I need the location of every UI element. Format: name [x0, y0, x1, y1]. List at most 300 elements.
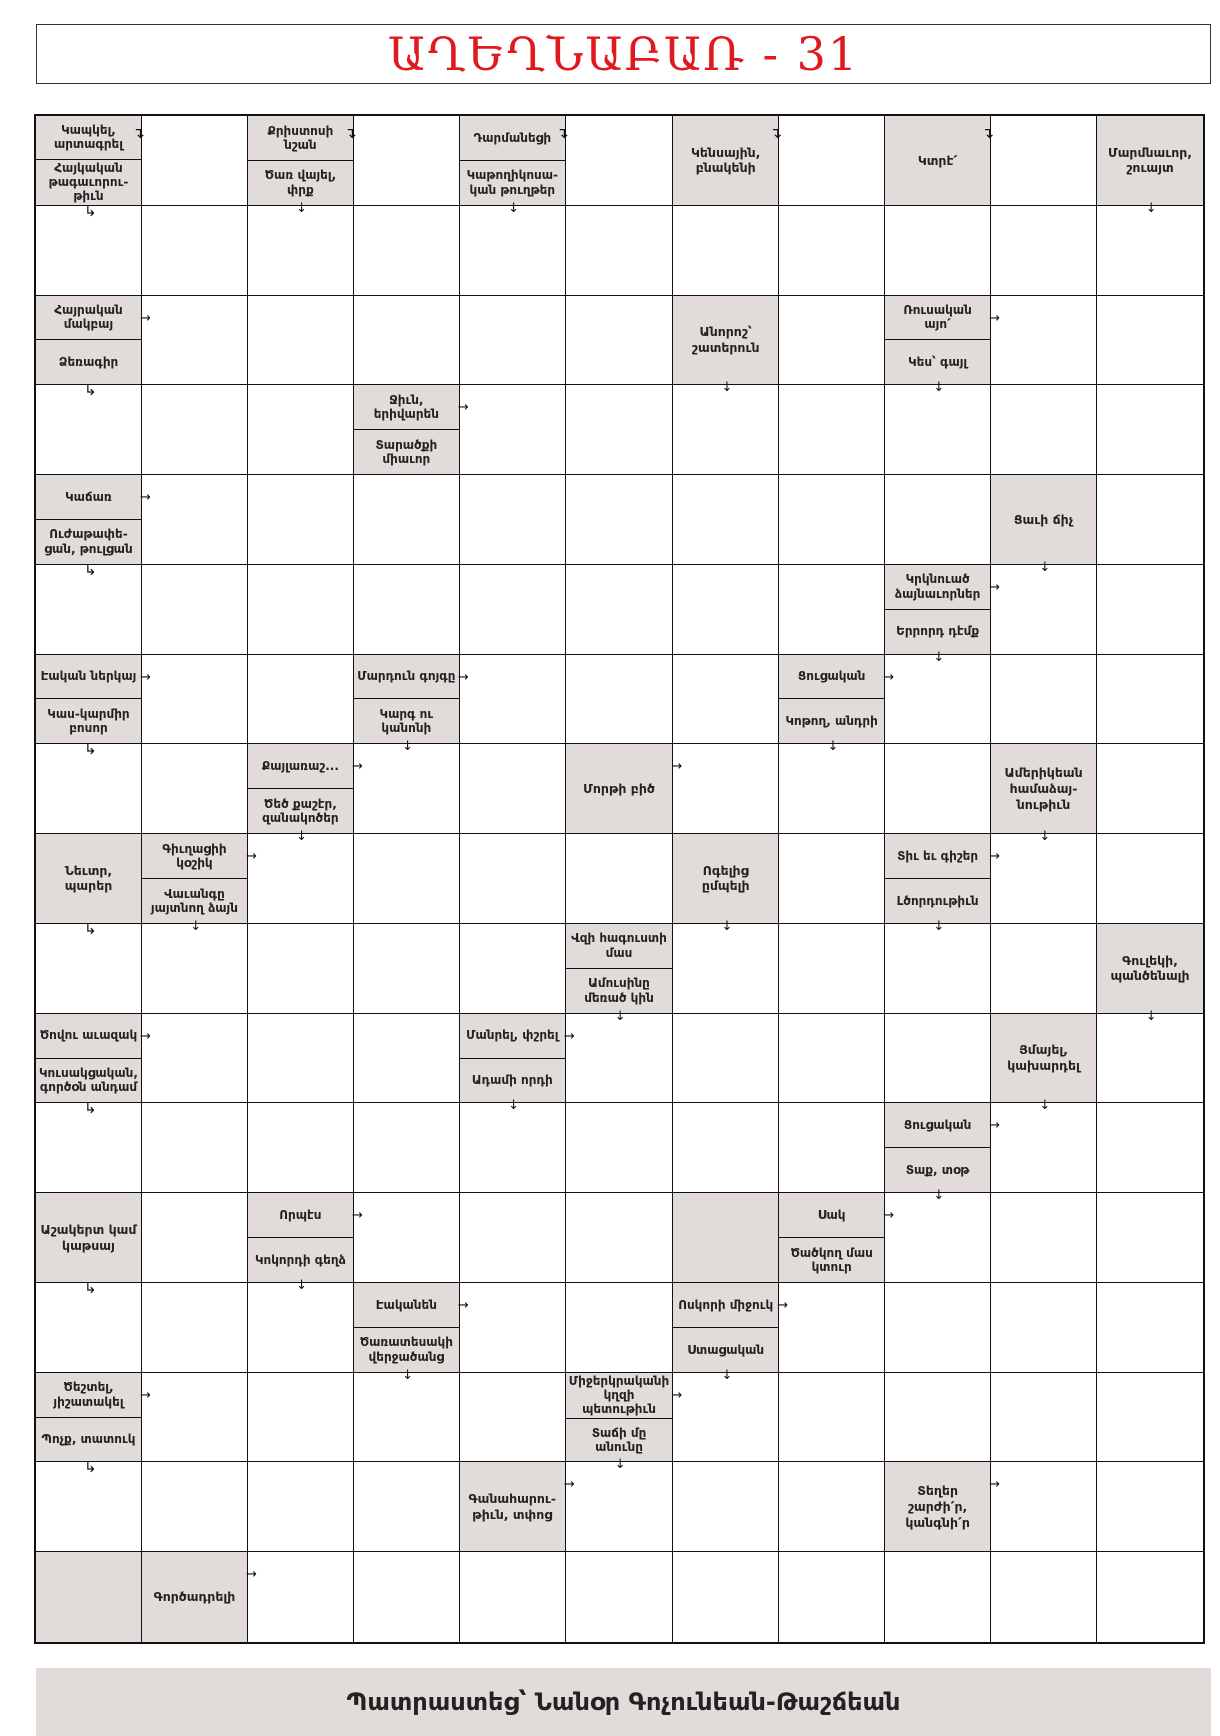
credit-text: Պատրաստեց՝ Նանօր Գոչունեան-Թաշճեան	[346, 1688, 901, 1716]
answer-cell[interactable]	[563, 1462, 673, 1552]
answer-cell[interactable]	[779, 1462, 885, 1552]
answer-cell[interactable]	[885, 385, 991, 475]
answer-cell[interactable]	[248, 1283, 354, 1373]
clue-text: Աշակերտ կամ կաթսայ	[40, 1221, 137, 1253]
clue-text-top: Սակ	[779, 1193, 884, 1238]
clue-cell	[36, 655, 151, 759]
answer-cell[interactable]	[779, 116, 885, 206]
arrow-down-icon: ↓	[508, 1098, 519, 1114]
answer-cell[interactable]	[1097, 206, 1203, 296]
answer-cell[interactable]	[779, 565, 885, 655]
clue-text-top: Դարմանեցի	[460, 116, 565, 161]
answer-cell[interactable]	[991, 1193, 1097, 1283]
answer-cell[interactable]	[991, 1373, 1097, 1463]
answer-cell[interactable]	[248, 565, 354, 655]
answer-cell[interactable]	[885, 475, 991, 565]
answer-cell[interactable]	[991, 1462, 1097, 1552]
clue-text-bottom: Ամուսինը մեռած կին	[584, 976, 654, 1005]
answer-cell[interactable]	[885, 1193, 991, 1283]
answer-cell[interactable]	[248, 206, 354, 296]
clue-cell	[673, 834, 779, 934]
answer-cell[interactable]	[673, 206, 779, 296]
answer-cell[interactable]	[460, 565, 566, 655]
answer-cell[interactable]	[142, 475, 248, 565]
answer-cell[interactable]	[354, 1552, 460, 1642]
arrow-down-icon: ↓	[933, 918, 945, 934]
answer-cell[interactable]	[885, 924, 991, 1014]
clue-text-top: Մարդուն գոյգը	[354, 655, 459, 700]
clue-cell	[1097, 924, 1203, 1024]
clue-cell	[673, 1283, 789, 1383]
answer-cell[interactable]	[991, 834, 1097, 924]
answer-cell[interactable]	[779, 1283, 885, 1373]
clue-text-top: Կաճառ	[36, 475, 141, 520]
answer-cell[interactable]	[1097, 1552, 1203, 1642]
answer-cell[interactable]	[1097, 655, 1203, 745]
arrow-right-icon: →	[989, 579, 1001, 595]
clue-text-bottom: Պոչք, տատուկ	[41, 1432, 136, 1447]
answer-cell[interactable]	[566, 655, 673, 745]
clue-text-bottom: Կաս-կարմիր բոսոր	[47, 707, 130, 736]
answer-cell[interactable]	[460, 1552, 566, 1642]
arrow-down-icon: ↓	[296, 1277, 308, 1293]
arrow-down-icon: ↓	[1039, 829, 1051, 845]
arrow-right-then-down-icon: ↴	[344, 124, 357, 142]
answer-cell[interactable]	[991, 1103, 1097, 1193]
answer-cell[interactable]	[142, 1103, 248, 1193]
clue-text-top: Էականեն	[354, 1283, 459, 1328]
answer-cell[interactable]	[673, 1552, 779, 1642]
answer-cell[interactable]	[354, 1103, 460, 1193]
clue-text-top: Ոսկորի միջուկ	[673, 1283, 778, 1328]
answer-cell[interactable]	[566, 475, 673, 565]
clue-text-top: Ռուսական այո՛	[885, 296, 990, 341]
answer-cell[interactable]	[142, 655, 248, 745]
answer-cell[interactable]	[779, 1014, 885, 1104]
answer-cell[interactable]	[351, 1193, 460, 1283]
clue-cell	[36, 1193, 142, 1297]
clue-cell	[354, 1283, 469, 1383]
arrow-right-icon: →	[140, 1028, 151, 1044]
answer-cell[interactable]	[460, 924, 566, 1014]
answer-cell[interactable]	[248, 385, 354, 475]
clue-text: Տեղեր շարժի՛ր, կանգնի՛ր	[905, 1483, 970, 1530]
arrow-down-icon: ↓	[296, 200, 308, 216]
answer-cell[interactable]	[991, 924, 1097, 1014]
answer-cell[interactable]	[1097, 1462, 1203, 1552]
answer-cell[interactable]	[1097, 1373, 1203, 1463]
answer-cell[interactable]	[566, 385, 673, 475]
answer-cell[interactable]	[885, 1283, 991, 1373]
blocked-cell	[36, 1552, 142, 1642]
clue-text-top: Միջերկրականի կղզի պետութիւն	[566, 1373, 672, 1419]
clue-text-top: Քայլառաշ...	[248, 744, 353, 789]
answer-cell[interactable]	[779, 206, 885, 296]
clue-cell	[885, 1462, 1001, 1552]
clue-text-top: Ցուցական	[885, 1103, 990, 1148]
answer-cell[interactable]	[1097, 296, 1203, 386]
arrow-right-icon: →	[671, 759, 683, 775]
answer-cell[interactable]	[779, 385, 885, 475]
answer-cell[interactable]	[991, 655, 1097, 745]
answer-cell[interactable]	[460, 475, 566, 565]
clue-cell	[885, 1103, 1001, 1204]
clue-cell	[36, 1014, 151, 1118]
arrow-down-icon: ↓	[721, 380, 733, 396]
answer-cell[interactable]	[354, 565, 460, 655]
answer-cell[interactable]	[1097, 1283, 1203, 1373]
clue-cell	[460, 116, 569, 216]
arrow-down-icon: ↓	[402, 739, 414, 755]
arrow-down-icon: ↓	[721, 918, 733, 934]
answer-cell[interactable]	[779, 1373, 885, 1463]
answer-cell[interactable]	[1097, 1193, 1203, 1283]
answer-cell[interactable]	[779, 296, 885, 386]
answer-cell[interactable]	[460, 834, 566, 924]
clue-cell	[142, 834, 257, 934]
arrow-right-then-down-icon: ↴	[556, 124, 569, 142]
clue-text-top: Հայրական մակբայ	[36, 296, 141, 341]
answer-cell[interactable]	[460, 1373, 566, 1463]
answer-cell[interactable]	[248, 924, 354, 1014]
clue-cell	[36, 1373, 151, 1477]
answer-cell[interactable]	[142, 1462, 248, 1552]
arrow-down-icon: ↓	[190, 918, 202, 934]
clue-text-top: Վզի հագուստի մաս	[566, 924, 672, 969]
answer-cell[interactable]	[566, 116, 673, 206]
answer-cell[interactable]	[673, 385, 779, 475]
clue-text-top: Գիւղացիի կօշիկ	[142, 834, 247, 879]
answer-cell[interactable]	[779, 1552, 885, 1642]
arrow-right-then-down-icon: ↴	[769, 124, 783, 142]
arrow-right-icon: →	[989, 849, 1001, 865]
answer-cell[interactable]	[991, 565, 1097, 655]
clue-cell	[36, 296, 151, 400]
clue-text: Կենսային, բնակենի	[690, 144, 761, 176]
clue-text: Ցաւի ճիչ	[1013, 511, 1074, 527]
clue-text: Գործադրելի	[153, 1589, 236, 1605]
arrow-right-icon: →	[246, 849, 257, 865]
arrow-right-icon: →	[671, 1387, 683, 1403]
answer-cell[interactable]	[460, 206, 566, 296]
answer-cell[interactable]	[885, 1552, 991, 1642]
answer-cell[interactable]	[460, 296, 566, 386]
clue-text-bottom: Ծառատեսակի վերջածանց	[359, 1335, 453, 1364]
answer-cell[interactable]	[248, 834, 354, 924]
arrow-right-icon: →	[140, 310, 151, 326]
clue-text-bottom: Ծառ վայել, փրք	[264, 168, 337, 197]
clue-text-bottom: Տաճի մը անունը	[591, 1425, 647, 1455]
clue-cell	[991, 744, 1097, 845]
clue-cell	[460, 1462, 575, 1552]
answer-cell[interactable]	[779, 834, 885, 924]
answer-cell[interactable]	[566, 1283, 673, 1373]
answer-cell[interactable]	[142, 116, 248, 206]
clue-cell	[566, 1373, 683, 1473]
answer-cell[interactable]	[885, 1014, 991, 1104]
arrow-down-icon: ↓	[933, 649, 945, 665]
clue-text: Ամերիկեան համաձայնութիւն	[1004, 765, 1083, 812]
arrow-down-icon: ↓	[614, 1457, 626, 1473]
clue-text-bottom: Ծածկող մաս կտուր	[790, 1245, 873, 1274]
answer-cell[interactable]	[1097, 385, 1203, 475]
clue-text-top: Մանրել, փշրել	[460, 1014, 565, 1059]
answer-cell[interactable]	[1097, 475, 1203, 565]
arrow-down-then-right-icon: ↳	[84, 201, 97, 220]
answer-cell[interactable]	[354, 206, 460, 296]
clue-text-bottom: Կուսակցական, գործօն անդամ	[39, 1066, 138, 1095]
arrow-down-icon: ↓	[1039, 559, 1051, 575]
answer-cell[interactable]	[1097, 744, 1203, 834]
arrow-right-icon: →	[457, 400, 469, 416]
clue-text-bottom: Լծորդութիւն	[896, 893, 979, 908]
crossword-grid	[34, 114, 1205, 1644]
answer-cell[interactable]	[460, 744, 566, 834]
arrow-down-icon: ↓	[721, 1367, 733, 1383]
answer-cell[interactable]	[566, 1193, 673, 1283]
arrow-right-icon: →	[563, 1028, 575, 1044]
answer-cell[interactable]	[142, 1283, 248, 1373]
answer-cell[interactable]	[991, 206, 1097, 296]
answer-cell[interactable]	[673, 1014, 779, 1104]
answer-cell[interactable]	[779, 1103, 885, 1193]
arrow-down-icon: ↓	[827, 739, 839, 755]
arrow-right-icon: →	[989, 1477, 1001, 1493]
clue-text: Գուլեկի, պանծենալի	[1110, 952, 1190, 984]
arrow-down-icon: ↓	[508, 200, 519, 216]
arrow-down-icon: ↓	[402, 1367, 414, 1383]
puzzle-title: ԱՂԵՂՆԱԲԱՌ - 31	[387, 27, 860, 81]
answer-cell[interactable]	[779, 744, 885, 834]
clue-text-top: Քրիստոսի նշան	[248, 116, 353, 161]
answer-cell[interactable]	[142, 296, 248, 386]
answer-cell[interactable]	[248, 1373, 354, 1463]
answer-cell[interactable]	[142, 1373, 248, 1463]
arrow-down-icon: ↓	[1145, 200, 1157, 216]
answer-cell[interactable]	[354, 475, 460, 565]
answer-cell[interactable]	[142, 1193, 248, 1283]
answer-cell[interactable]	[566, 1552, 673, 1642]
arrow-down-then-right-icon: ↳	[84, 740, 97, 759]
answer-cell[interactable]	[351, 744, 460, 834]
arrow-down-icon: ↓	[614, 1008, 626, 1024]
answer-cell[interactable]	[885, 1373, 991, 1463]
clue-text-bottom: Ադամի որդի	[471, 1073, 553, 1088]
clue-text-bottom: Ձեռագիր	[58, 355, 119, 370]
answer-cell[interactable]	[248, 1552, 354, 1642]
clue-cell	[354, 655, 469, 755]
clue-text: Մորթի բիծ	[583, 780, 655, 796]
clue-cell	[566, 924, 673, 1024]
arrow-right-icon: →	[140, 1387, 151, 1403]
answer-cell[interactable]	[991, 1552, 1097, 1642]
answer-cell[interactable]	[248, 475, 354, 565]
blocked-cell	[673, 1193, 779, 1283]
answer-cell[interactable]	[142, 385, 248, 475]
clue-cell	[885, 565, 1001, 665]
answer-cell[interactable]	[354, 1014, 460, 1104]
clue-cell	[673, 296, 779, 396]
answer-cell[interactable]	[248, 1014, 354, 1104]
clue-cell	[885, 296, 1001, 396]
arrow-right-then-down-icon: ↴	[981, 124, 995, 142]
answer-cell[interactable]	[248, 296, 354, 386]
clue-text-bottom: Կաթողիկոսական թուղթեր	[466, 168, 558, 197]
clue-cell	[36, 475, 151, 579]
answer-cell[interactable]	[991, 116, 1097, 206]
answer-cell[interactable]	[248, 1462, 354, 1552]
answer-cell[interactable]	[248, 655, 354, 745]
clue-cell	[354, 385, 469, 475]
answer-cell[interactable]	[354, 834, 460, 924]
clue-cell	[779, 1193, 895, 1283]
answer-cell[interactable]	[460, 1193, 566, 1283]
arrow-down-icon: ↓	[1039, 1098, 1051, 1114]
clue-text: Անորոշ՝ շատերուն	[691, 324, 760, 355]
answer-cell[interactable]	[457, 385, 566, 475]
clue-text-bottom: Ստացական	[687, 1342, 765, 1357]
clue-text-bottom: Վաւանգը յայտնող ձայն	[150, 886, 238, 915]
clue-text-bottom: Տաք, տօթ	[905, 1163, 970, 1178]
clue-text-top: Ծեշտել, յիշատակել	[36, 1373, 141, 1418]
answer-cell[interactable]	[779, 475, 885, 565]
answer-cell[interactable]	[885, 744, 991, 834]
clue-text: Ոգելից ըմպելի	[701, 862, 750, 894]
arrow-right-icon: →	[563, 1477, 575, 1493]
arrow-right-icon: →	[777, 1297, 789, 1313]
answer-cell[interactable]	[673, 1462, 779, 1552]
clue-text-top: Տիւ եւ գիշեր	[885, 834, 990, 879]
credit-footer	[36, 1668, 1211, 1736]
answer-cell[interactable]	[1097, 1103, 1203, 1193]
clue-text-bottom: Երրորդ դէմք	[896, 624, 980, 639]
answer-cell[interactable]	[460, 1103, 566, 1193]
arrow-down-then-right-icon: ↳	[84, 1099, 97, 1118]
arrow-right-icon: →	[351, 759, 363, 775]
answer-cell[interactable]	[354, 924, 460, 1014]
answer-cell[interactable]	[1097, 834, 1203, 924]
clue-text: Յմայել, կախարդել	[1007, 1042, 1080, 1074]
clue-text: Նեւտր, պարեր	[64, 862, 113, 894]
arrow-right-then-down-icon: ↴	[132, 124, 145, 142]
clue-cell	[991, 1014, 1097, 1114]
answer-cell[interactable]	[885, 655, 991, 745]
clue-cell	[991, 475, 1097, 575]
answer-cell[interactable]	[142, 565, 248, 655]
answer-cell[interactable]	[566, 834, 673, 924]
clue-text: Գանահարութիւն, տփոց	[468, 1491, 557, 1522]
arrow-right-icon: →	[140, 490, 151, 506]
arrow-right-icon: →	[246, 1567, 257, 1583]
clue-text-top: Ցուցական	[779, 655, 884, 700]
arrow-down-icon: ↓	[1145, 1008, 1157, 1024]
answer-cell[interactable]	[566, 565, 673, 655]
clue-cell	[779, 655, 895, 755]
arrow-down-then-right-icon: ↳	[84, 919, 97, 938]
answer-cell[interactable]	[779, 924, 885, 1014]
clue-text-bottom: Տարածքի միաւոր	[375, 437, 438, 467]
arrow-right-icon: →	[883, 1208, 895, 1224]
answer-cell[interactable]	[248, 1103, 354, 1193]
answer-cell[interactable]	[885, 206, 991, 296]
answer-cell[interactable]	[457, 655, 566, 745]
answer-cell[interactable]	[563, 1014, 673, 1104]
clue-text-bottom: Կոկորդի գեղձ	[254, 1252, 346, 1267]
clue-cell	[885, 116, 995, 206]
answer-cell[interactable]	[457, 1283, 566, 1373]
arrow-down-icon: ↓	[933, 1188, 945, 1204]
clue-cell	[248, 1193, 363, 1293]
clue-cell	[885, 834, 1001, 934]
clue-text-bottom: Ուժաթափեցան, թուլցան	[44, 527, 133, 556]
arrow-down-then-right-icon: ↳	[84, 381, 97, 400]
answer-cell[interactable]	[673, 924, 779, 1014]
arrow-right-icon: →	[351, 1208, 363, 1224]
answer-cell[interactable]	[354, 1462, 460, 1552]
clue-cell	[248, 744, 363, 845]
arrow-down-icon: ↓	[933, 380, 945, 396]
answer-cell[interactable]	[673, 1373, 779, 1463]
answer-cell[interactable]	[1097, 565, 1203, 655]
arrow-right-icon: →	[989, 1118, 1001, 1134]
answer-cell[interactable]	[566, 206, 673, 296]
answer-cell[interactable]	[991, 1283, 1097, 1373]
arrow-right-icon: →	[989, 310, 1001, 326]
clue-text-top: Ծովու աւազակ	[36, 1014, 141, 1059]
answer-cell[interactable]	[566, 296, 673, 386]
arrow-right-icon: →	[457, 669, 469, 685]
answer-cell[interactable]	[673, 475, 779, 565]
answer-cell[interactable]	[991, 296, 1097, 386]
clue-cell	[36, 116, 145, 220]
answer-cell[interactable]	[566, 1103, 673, 1193]
answer-cell[interactable]	[142, 1014, 248, 1104]
clue-cell	[36, 834, 142, 938]
answer-cell[interactable]	[354, 1373, 460, 1463]
answer-cell[interactable]	[142, 924, 248, 1014]
answer-cell[interactable]	[1097, 1014, 1203, 1104]
answer-cell[interactable]	[354, 116, 460, 206]
clue-text-bottom: Հայկական թագաւորութիւն	[48, 160, 129, 204]
clue-cell	[673, 116, 783, 206]
clue-cell	[1097, 116, 1203, 216]
arrow-right-icon: →	[457, 1297, 469, 1313]
clue-text-top: Որպէս	[248, 1193, 353, 1238]
clue-text-top: Կրկնուած ձայնաւորներ	[885, 565, 990, 610]
answer-cell[interactable]	[673, 655, 779, 745]
answer-cell[interactable]	[354, 296, 460, 386]
answer-cell[interactable]	[142, 206, 248, 296]
arrow-right-icon: →	[140, 669, 151, 685]
clue-text-bottom: Կոթող, անդրի	[785, 714, 878, 729]
clue-text-top: Կապկել, արտագրել	[36, 116, 141, 160]
clue-text-top: Էական ներկայ	[36, 655, 141, 700]
arrow-down-then-right-icon: ↳	[84, 1458, 97, 1477]
clue-cell	[460, 1014, 575, 1114]
answer-cell[interactable]	[991, 385, 1097, 475]
clue-cell	[566, 744, 683, 834]
answer-cell[interactable]	[673, 744, 779, 834]
answer-cell[interactable]	[142, 744, 248, 834]
clue-text-bottom: Կես՝ գայլ	[908, 355, 968, 370]
arrow-right-icon: →	[883, 669, 895, 685]
clue-cell	[248, 116, 357, 216]
answer-cell[interactable]	[673, 1103, 779, 1193]
arrow-down-icon: ↓	[296, 829, 308, 845]
puzzle-title-box	[36, 24, 1211, 84]
clue-text-bottom: Ծեծ քաշէր, զանակոծեր	[262, 796, 339, 826]
answer-cell[interactable]	[673, 565, 779, 655]
